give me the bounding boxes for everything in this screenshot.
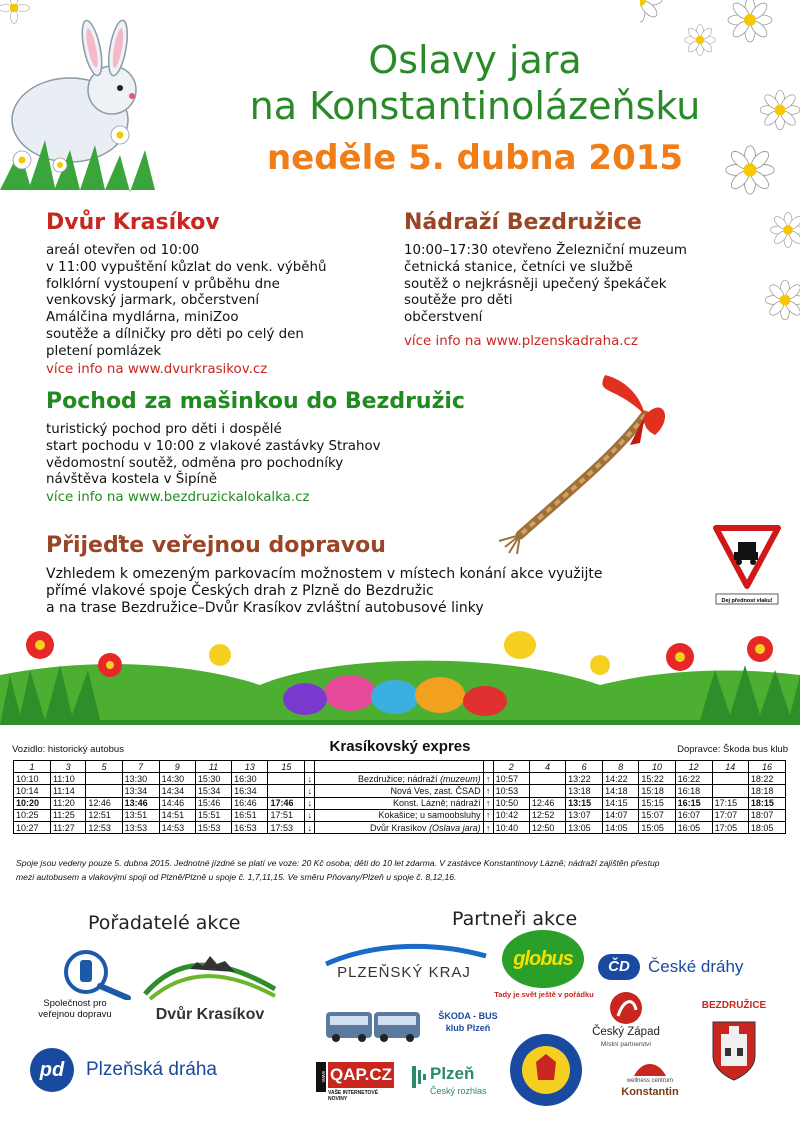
globus-slogan: Tady je svět ještě v pořádku: [494, 990, 594, 999]
time-cell: 17:05: [712, 821, 748, 833]
time-cell: 10:57: [493, 773, 529, 785]
time-cell: 14:30: [159, 773, 195, 785]
info-line: 10:00–17:30 otevřeno Železniční muzeum: [404, 243, 687, 258]
train-warning-sign-icon: [712, 524, 782, 608]
column-header: 12: [675, 761, 712, 773]
column-header: 16: [748, 761, 785, 773]
skoda-bus-klub-logo: [324, 1006, 524, 1046]
skoda-bus-line: klub Plzeň: [445, 1023, 491, 1033]
stop-note: (Oslava jara): [429, 822, 481, 833]
time-cell: [712, 773, 748, 785]
ceske-drahy-logo: [598, 952, 768, 984]
time-cell: 17:46: [268, 797, 305, 809]
direction-arrow-up-icon: ↑: [483, 809, 493, 821]
dvur-krasikov-name: Dvůr Krasíkov: [155, 1006, 265, 1023]
timetable-row: [14, 797, 786, 809]
direction-arrow-down-icon: ↓: [305, 809, 315, 821]
time-cell: 11:27: [50, 821, 85, 833]
stop-label: Kokašice; u samoobsluhy: [378, 810, 481, 821]
cesky-zapad-name: Český Západ: [592, 1026, 660, 1038]
time-cell: 18:15: [748, 797, 785, 809]
stop-label: Konst. Lázně; nádraží: [393, 798, 481, 809]
info-line: Vzhledem k omezeným parkovacím možnostem v místech konání akce využijte: [46, 566, 603, 582]
stop-name: [315, 797, 483, 809]
time-cell: 15:07: [639, 809, 675, 821]
time-cell: 16:34: [232, 785, 268, 797]
time-cell: 14:51: [159, 809, 195, 821]
column-header: 13: [232, 761, 268, 773]
direction-arrow-down-icon: ↓: [305, 821, 315, 833]
time-cell: 15:53: [195, 821, 231, 833]
time-cell: 12:52: [529, 809, 565, 821]
time-cell: 14:15: [603, 797, 639, 809]
bus-photo-icon: [324, 1006, 422, 1044]
time-cell: 18:05: [748, 821, 785, 833]
konstantin-sub: wellness centrum: [626, 1078, 674, 1084]
time-cell: 12:51: [86, 809, 122, 821]
timetable-title: Krasíkovský expres: [329, 738, 471, 755]
column-header: 4: [529, 761, 565, 773]
column-header: 15: [268, 761, 305, 773]
column-header: 11: [195, 761, 231, 773]
time-cell: 14:53: [159, 821, 195, 833]
round-seal-icon: [508, 1032, 584, 1108]
qap-name: QAP.CZ: [328, 1062, 394, 1088]
time-cell: 14:07: [603, 809, 639, 821]
time-cell: 14:46: [159, 797, 195, 809]
hill-castle-icon: [135, 944, 285, 1004]
timetable-table: [13, 760, 786, 834]
spvd-name-line: veřejnou dopravu: [38, 1009, 112, 1020]
time-cell: 13:34: [122, 785, 159, 797]
time-cell: 10:53: [493, 785, 529, 797]
globus-name: globus: [502, 930, 584, 988]
direction-arrow-up-icon: ↑: [483, 773, 493, 785]
time-cell: 13:30: [122, 773, 159, 785]
info-line: v 11:00 vypuštění kůzlat do venk. výběhů: [46, 259, 327, 275]
time-cell: 18:18: [748, 785, 785, 797]
stop-label: Bezdružice; nádraží: [358, 773, 438, 784]
time-cell: [86, 785, 122, 797]
time-cell: 16:22: [675, 773, 712, 785]
time-cell: 15:22: [639, 773, 675, 785]
qap-logo: [316, 1060, 396, 1100]
timetable-row: [14, 773, 786, 785]
plzensky-kraj-name: PLZEŇSKÝ KRAJ: [337, 964, 471, 981]
column-header: 5: [86, 761, 122, 773]
timetable-row: [14, 821, 786, 833]
time-cell: 10:25: [14, 809, 51, 821]
time-cell: 12:50: [529, 821, 565, 833]
direction-arrow-down-icon: ↓: [305, 773, 315, 785]
time-cell: 17:15: [712, 797, 748, 809]
time-cell: 16:51: [232, 809, 268, 821]
info-line: start pochodu v 10:00 z vlakové zastávky Strahov: [46, 438, 381, 454]
column-header-empty: [305, 761, 315, 773]
time-cell: 15:46: [195, 797, 231, 809]
organizers-heading: Pořadatelé akce: [88, 912, 241, 934]
plzen-name: Plzeň: [430, 1064, 475, 1083]
magnifier-icon: [58, 948, 138, 1000]
plzensky-kraj-logo: [316, 940, 492, 996]
time-cell: 15:51: [195, 809, 231, 821]
konstantin-name: Konstantin: [621, 1086, 679, 1098]
cesky-zapad-sub: Místní partnerství: [600, 1041, 652, 1048]
cd-mark-icon: ČD: [598, 954, 640, 980]
time-cell: 13:51: [122, 809, 159, 821]
info-line: soutěž o nejkrásněji upečený špekáček: [404, 276, 667, 292]
time-cell: 10:10: [14, 773, 51, 785]
info-line: občerstvení: [404, 310, 483, 326]
direction-arrow-up-icon: ↑: [483, 785, 493, 797]
time-cell: [268, 773, 305, 785]
spvd-logo: [20, 948, 130, 1028]
time-cell: 10:40: [493, 821, 529, 833]
section-pochod: [46, 389, 465, 506]
leaf-icon: [630, 1058, 670, 1078]
column-header: 1: [14, 761, 51, 773]
spvd-name-line: Společnost pro: [43, 998, 107, 1009]
direction-arrow-down-icon: ↓: [305, 797, 315, 809]
time-cell: 16:05: [675, 821, 712, 833]
section-heading: Dvůr Krasíkov: [46, 210, 220, 235]
stop-name: [315, 821, 483, 833]
partners-heading: Partneři akce: [452, 908, 578, 930]
stop-name: [315, 773, 483, 785]
time-cell: 17:51: [268, 809, 305, 821]
info-line: přímé vlakové spoje Českých drah z Plzně do Bezdružic: [46, 583, 434, 599]
info-line: venkovský jarmark, občerstvení: [46, 293, 260, 309]
timetable-vehicle: Vozidlo: historický autobus: [12, 744, 124, 755]
page-title-line1: Oslavy jara: [368, 38, 582, 82]
time-cell: 15:34: [195, 785, 231, 797]
pd-mark-icon: pd: [30, 1048, 74, 1092]
sign-text: Dej přednost vlaku!: [721, 598, 773, 604]
stop-name: [315, 809, 483, 821]
time-cell: 13:53: [122, 821, 159, 833]
radio-mark-icon: [412, 1066, 426, 1088]
page-title-line2: na Konstantinolázeňsku: [249, 84, 701, 128]
info-line: pletení pomlázek: [46, 343, 162, 359]
cz-leaf-icon: [606, 990, 646, 1026]
event-date: neděle 5. dubna 2015: [266, 138, 684, 178]
info-line: turistický pochod pro děti i dospělé: [46, 422, 282, 437]
time-cell: 13:18: [566, 785, 603, 797]
direction-arrow-up-icon: ↑: [483, 821, 493, 833]
time-cell: 13:05: [566, 821, 603, 833]
time-cell: [712, 785, 748, 797]
column-header: 3: [50, 761, 85, 773]
time-cell: 15:18: [639, 785, 675, 797]
cetnicka-stanice-logo: [508, 1032, 584, 1108]
cesky-rozhlas-plzen-logo: [412, 1064, 502, 1104]
timetable-note-line: mezi autobusem a vlakovými spoji od Plzně/Plzně u spoje č. 1,7,11,15. Ve směru Pňovany/Plzeň u spoje č. 8,12,16.: [16, 872, 457, 882]
section-heading: Nádraží Bezdružice: [404, 210, 642, 235]
direction-arrow-down-icon: ↓: [305, 785, 315, 797]
time-cell: [268, 785, 305, 797]
time-cell: 18:07: [748, 809, 785, 821]
section-dvur-krasikov: [46, 210, 327, 378]
column-header: 14: [712, 761, 748, 773]
time-cell: [529, 773, 565, 785]
stop-label: Dvůr Krasíkov: [370, 822, 427, 833]
time-cell: 16:07: [675, 809, 712, 821]
time-cell: 11:10: [50, 773, 85, 785]
time-cell: 11:14: [50, 785, 85, 797]
info-line: areál otevřen od 10:00: [46, 243, 200, 258]
time-cell: 16:53: [232, 821, 268, 833]
column-header: 8: [603, 761, 639, 773]
plzenska-draha-logo: [30, 1048, 270, 1092]
info-line: návštěva kostela v Šipíně: [46, 472, 217, 488]
time-cell: 14:05: [603, 821, 639, 833]
info-line: četnická stanice, četníci ve službě: [404, 259, 633, 275]
column-header-empty: [315, 761, 483, 773]
column-header: 10: [639, 761, 675, 773]
timetable-row: [14, 809, 786, 821]
info-line: soutěže a dílničky pro děti po celý den: [46, 326, 304, 342]
time-cell: 16:46: [232, 797, 268, 809]
time-cell: 15:30: [195, 773, 231, 785]
time-cell: 17:07: [712, 809, 748, 821]
more-info-link[interactable]: více info na www.bezdruzickalokalka.cz: [46, 490, 310, 506]
section-heading: Přijeďte veřejnou dopravou: [46, 533, 386, 558]
qap-side-text: www.: [316, 1062, 326, 1092]
column-header: 9: [159, 761, 195, 773]
skoda-bus-line: ŠKODA - BUS: [438, 1011, 498, 1021]
more-info-link[interactable]: více info na www.plzenskadraha.cz: [404, 333, 638, 349]
time-cell: 10:27: [14, 821, 51, 833]
bezdruzice-name: BEZDRUŽICE: [701, 1000, 767, 1011]
time-cell: 10:50: [493, 797, 529, 809]
more-info-link[interactable]: více info na www.dvurkrasikov.cz: [46, 361, 268, 377]
info-line: Amálčina mydlárna, miniZoo: [46, 310, 239, 326]
stop-name: [315, 785, 483, 797]
meadow-decoration: [0, 615, 800, 725]
time-cell: 18:22: [748, 773, 785, 785]
dvur-krasikov-logo: [135, 944, 285, 1034]
column-header: 7: [122, 761, 159, 773]
time-cell: 14:34: [159, 785, 195, 797]
time-cell: 13:46: [122, 797, 159, 809]
info-line: vědomostní soutěž, odměna pro pochodníky: [46, 455, 344, 471]
bezdruzice-logo: [684, 1000, 784, 1092]
time-cell: 10:42: [493, 809, 529, 821]
pomlazka-whip-icon: [495, 365, 675, 555]
column-header: 6: [566, 761, 603, 773]
time-cell: 14:18: [603, 785, 639, 797]
section-nadrazi-bezdruzice: [404, 210, 687, 350]
timetable-carrier: Dopravce: Škoda bus klub: [677, 744, 788, 755]
coat-of-arms-icon: [711, 1020, 757, 1082]
time-cell: [86, 773, 122, 785]
column-header: 2: [493, 761, 529, 773]
time-cell: 10:20: [14, 797, 51, 809]
info-line: folklórní vystoupení v průběhu dne: [46, 276, 280, 292]
plzen-sub: Český rozhlas: [430, 1086, 487, 1096]
ceske-drahy-name: České dráhy: [648, 957, 744, 976]
time-cell: 16:15: [675, 797, 712, 809]
time-cell: 13:22: [566, 773, 603, 785]
time-cell: 12:46: [86, 797, 122, 809]
time-cell: 14:22: [603, 773, 639, 785]
time-cell: 11:25: [50, 809, 85, 821]
time-cell: 10:14: [14, 785, 51, 797]
qap-sub: VAŠE INTERNETOVÉ NOVINY: [328, 1090, 379, 1102]
timetable-note: [16, 856, 786, 884]
time-cell: 16:18: [675, 785, 712, 797]
timetable-note-line: Spoje jsou vedeny pouze 5. dubna 2015. Jednotné jízdné se platí ve voze: 20 Kč osoba; děti do 10 let zdarma. V zastávce Konstantinovy Lázně; nádraží zajištěn přestup: [16, 858, 660, 868]
time-cell: 15:15: [639, 797, 675, 809]
time-cell: 13:07: [566, 809, 603, 821]
cesky-zapad-logo: [576, 990, 676, 1054]
time-cell: 13:15: [566, 797, 603, 809]
info-line: a na trase Bezdružice–Dvůr Krasíkov zvláštní autobusové linky: [46, 600, 484, 616]
timetable-column-header-row: [14, 761, 786, 773]
time-cell: [529, 785, 565, 797]
direction-arrow-up-icon: ↑: [483, 797, 493, 809]
section-heading: Pochod za mašinkou do Bezdružic: [46, 389, 465, 414]
plzenska-draha-name: Plzeňská dráha: [86, 1059, 217, 1080]
konstantin-logo: [610, 1058, 690, 1104]
time-cell: 11:20: [50, 797, 85, 809]
time-cell: 16:30: [232, 773, 268, 785]
time-cell: 15:05: [639, 821, 675, 833]
time-cell: 12:53: [86, 821, 122, 833]
stop-label: Nová Ves, zast. ČSAD: [390, 785, 481, 796]
stop-note: (muzeum): [440, 773, 481, 784]
column-header-empty: [483, 761, 493, 773]
info-line: soutěže pro děti: [404, 293, 513, 309]
time-cell: 12:46: [529, 797, 565, 809]
timetable-row: [14, 785, 786, 797]
seal-text: [508, 1062, 584, 1067]
timetable-header: [10, 738, 790, 758]
time-cell: 17:53: [268, 821, 305, 833]
